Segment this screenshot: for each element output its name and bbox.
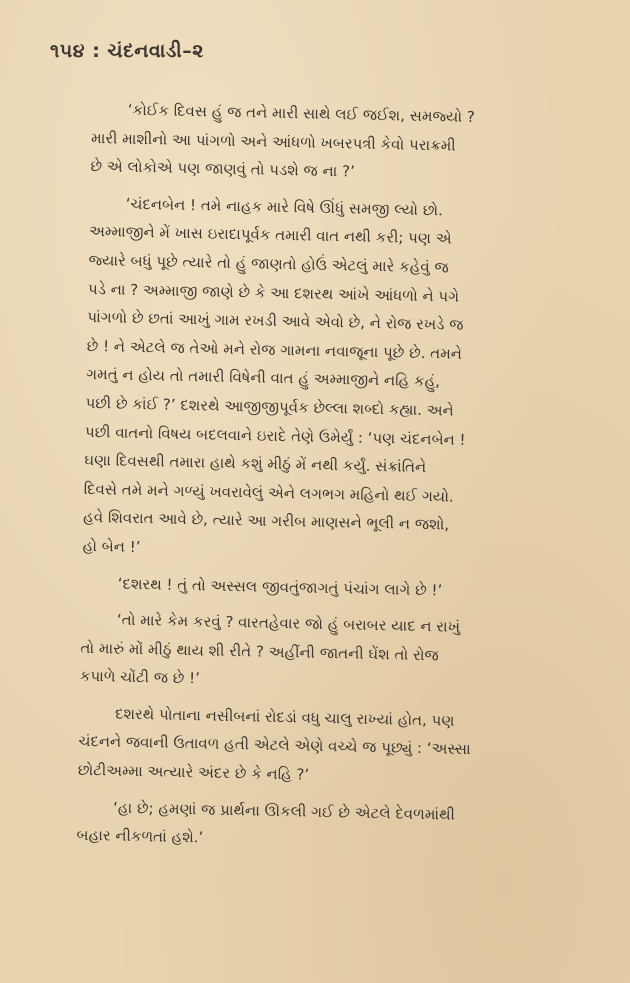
paragraph	[78, 699, 580, 795]
text-line: પછી વાતનો વિષય બદલવાને ઇરાદે તેણે ઉમેર્યું : ‘પણ ચંદનબેન !	[84, 422, 466, 449]
paragraph	[80, 605, 582, 701]
running-header: ૧૫૪ : ચંદનવાડી–૨	[50, 40, 204, 62]
paragraph	[81, 568, 581, 607]
text-line: ‘દશરથ ! તું તો અસ્સલ જીવતુંજાગતું પંચાંગ લાગે છે !’	[117, 574, 443, 599]
body-text	[76, 95, 592, 868]
text-line: હવે શિવરાત આવે છે, ત્યારે આ ગરીબ માણસને ભૂલી ન જશો,	[82, 508, 450, 534]
text-line: છે ! ને એટલે જ તેઓ મને રોજ ગામના નવાજૂના પૂછે છે. તમને	[86, 336, 463, 363]
paragraph	[82, 189, 590, 571]
text-line: કપાળે ચોંટી જ છે !’	[79, 667, 201, 688]
text-line: ચંદનને જવાની ઉતાવળ હતી એટલે એણે વચ્ચે જ પૂછ્યું : ‘અસ્સા	[78, 732, 471, 759]
text-line: દશરથે પોતાના નસીબનાં રોદડાં વધુ ચાલુ રાખ્યાં હોત, પણ	[114, 704, 455, 730]
text-line: ‘કોઈક દિવસ હું જ તને મારી સાથે લઈ જઈશ, સમજ્યો ?	[127, 100, 475, 127]
text-line: પછી છે કાંઈ ?’ દશરથે આજીજીપૂર્વક છેલ્લા શબ્દો કહ્યા. અને	[85, 393, 454, 420]
text-line: દિવસે તમે મને ગળ્યું ખવરાવેલું એને લગભગ મહિનો થઈ ગયો.	[83, 479, 454, 506]
text-line: ‘તો મારે કેમ કરવું ? વારતહેવાર જો હું બરાબર યાદ ન રાખું	[116, 610, 461, 636]
text-line: ‘ચંદનબેન ! તમે નાહક મારે વિષે ઊંધું સમજી લ્યો છો.	[125, 194, 444, 220]
text-line: બહાર નીકળતાં હશે.’	[76, 826, 204, 847]
text-line: જ્યારે બધું પૂછે ત્યારે તો હું જાણતો હોઉં એટલું મારે કહેવું જ	[88, 250, 449, 277]
text-line: ‘હા છે; હમણાં જ પ્રાર્થના ઊકલી ગઈ છે એટલે દેવળમાંથી	[112, 798, 456, 824]
text-line: છોટીઅમ્મા અત્યારે અંદર છે કે નહિ ?’	[77, 760, 310, 784]
paragraph	[90, 95, 592, 191]
text-line: ઘણા દિવસથી તમારા હાથે કશું મીઠું મેં નથી કર્યું. સંક્રાંતિને	[84, 451, 427, 477]
text-line: મારી માશીનો આ પાંગળો અને આંધળો ખબરપત્રી કેવો પરાક્રમી	[90, 128, 456, 155]
text-line: પડે ના ? અમ્માજી જાણે છે કે આ દશરથ આંખે આંધળો ને પગે	[87, 279, 460, 306]
text-line: અમ્માજીને મેં ખાસ ઇરાદાપૂર્વક તમારી વાત નથી કરી; પણ એ	[88, 222, 452, 248]
text-line: પાંગળો છે છતાં આખું ગામ રખડી આવે એવો છે, ને રોજ રખડે જ	[87, 308, 464, 334]
paragraph	[76, 793, 577, 861]
text-line: તો મારું મોં મીઠું થાય શી રીતે ? અહીંની જાતની ઘેંશ તો રોજ	[80, 638, 439, 665]
text-line: છે એ લોકોએ પણ જાણવું તો પડશે જ ના ?’	[90, 157, 356, 181]
text-line: ગમતું ન હોય તો તમારી વિષેની વાત હું અમ્માજીને નહિ કહું,	[85, 365, 441, 391]
text-line: હો બેન !’	[82, 536, 141, 557]
